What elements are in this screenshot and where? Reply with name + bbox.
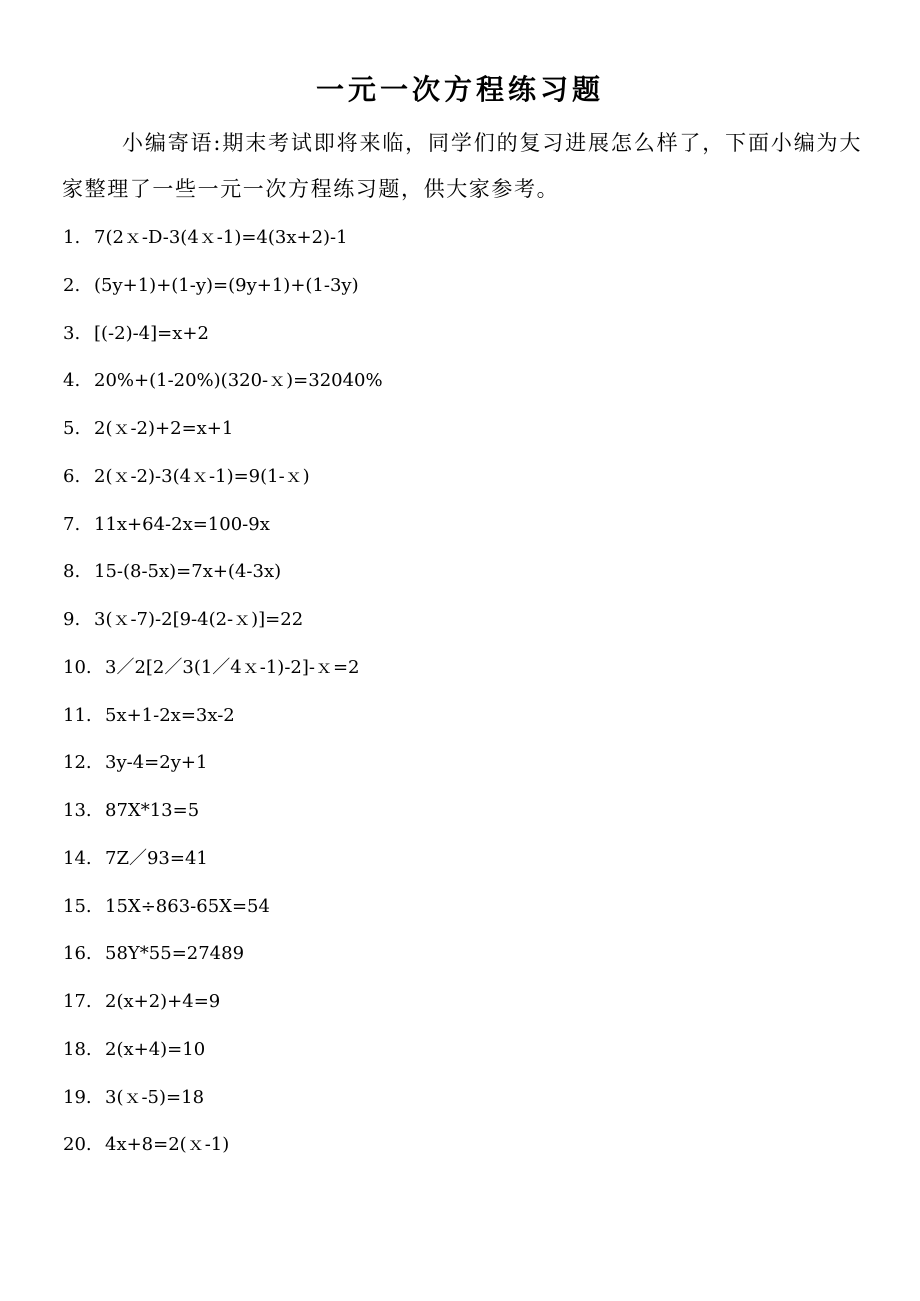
problem-equation: 2(ｘ-2)-3(4ｘ-1)=9(1-ｘ) [94,465,310,487]
problem-equation: 15-(8-5x)=7x+(4-3x) [94,561,282,583]
problem-item [63,1026,863,1074]
problem-number: 19. [63,1086,92,1108]
problem-equation: [(-2)-4]=x+2 [94,322,209,344]
problem-equation: 20%+(1-20%)(320-ｘ)=32040% [94,370,383,392]
problem-equation: 7(2ｘ-D-3(4ｘ-1)=4(3x+2)-1 [94,227,348,248]
problem-equation: 58Y*55=27489 [105,943,245,965]
problem-number: 4. [63,370,81,392]
problem-item [63,501,863,549]
problem-item [63,310,863,358]
problem-number: 3. [63,322,81,344]
problem-equation: 7Z／93=41 [105,847,208,869]
problem-equation: 2(ｘ-2)+2=x+1 [94,418,234,439]
problem-number: 14. [63,847,92,869]
intro-paragraph: 小编寄语:期末考试即将来临，同学们的复习进展怎么样了，下面小编为大家整理了一些一元一次方程练习题，供大家参考。 [62,131,862,201]
problem-equation: 3(ｘ-7)-2[9-4(2-ｘ)]=22 [94,609,304,630]
problem-equation: 3／2[2／3(1／4ｘ-1)-2]-ｘ=2 [105,656,360,678]
problem-item [63,692,863,740]
problem-item [63,548,863,596]
problem-number: 6. [63,465,81,487]
problem-number: 12. [63,752,92,774]
problem-number: 20. [63,1134,92,1156]
problem-equation: 2(x+2)+4=9 [105,991,221,1012]
problem-number: 17. [63,991,92,1012]
problem-number: 15. [63,895,92,917]
problem-equation: 4x+8=2(ｘ-1) [105,1134,230,1156]
problem-item [63,883,863,931]
problem-equation: 3(ｘ-5)=18 [105,1086,205,1108]
problem-list [63,214,863,1169]
problem-item [63,596,863,644]
problem-number: 11. [63,704,92,726]
problem-equation: 2(x+4)=10 [105,1038,206,1060]
page-title: 一元一次方程练习题 [315,73,604,106]
problem-equation: 3y-4=2y+1 [105,752,208,774]
problem-equation: (5y+1)+(1-y)=(9y+1)+(1-3y) [94,274,359,296]
problem-number: 7. [63,513,81,535]
problem-number: 16. [63,943,92,965]
problem-item [63,262,863,310]
problem-item [63,930,863,978]
problem-number: 1. [63,227,81,248]
problem-number: 5. [63,418,81,439]
problem-number: 13. [63,800,92,821]
problem-item [63,453,863,501]
problem-number: 10. [63,656,92,678]
problem-item [63,214,863,262]
problem-equation: 5x+1-2x=3x-2 [105,704,235,726]
problem-number: 9. [63,609,81,630]
problem-equation: 15X÷863-65X=54 [105,895,270,917]
problem-equation: 11x+64-2x=100-9x [94,513,270,535]
problem-item [63,739,863,787]
problem-item [63,835,863,883]
problem-number: 8. [63,561,81,583]
problem-item [63,1074,863,1122]
problem-equation: 87X*13=5 [105,800,200,821]
problem-item [63,978,863,1026]
problem-item [63,405,863,453]
problem-number: 18. [63,1038,92,1060]
problem-number: 2. [63,274,81,296]
problem-item [63,357,863,405]
problem-item [63,644,863,692]
problem-item [63,787,863,835]
problem-item [63,1121,863,1169]
